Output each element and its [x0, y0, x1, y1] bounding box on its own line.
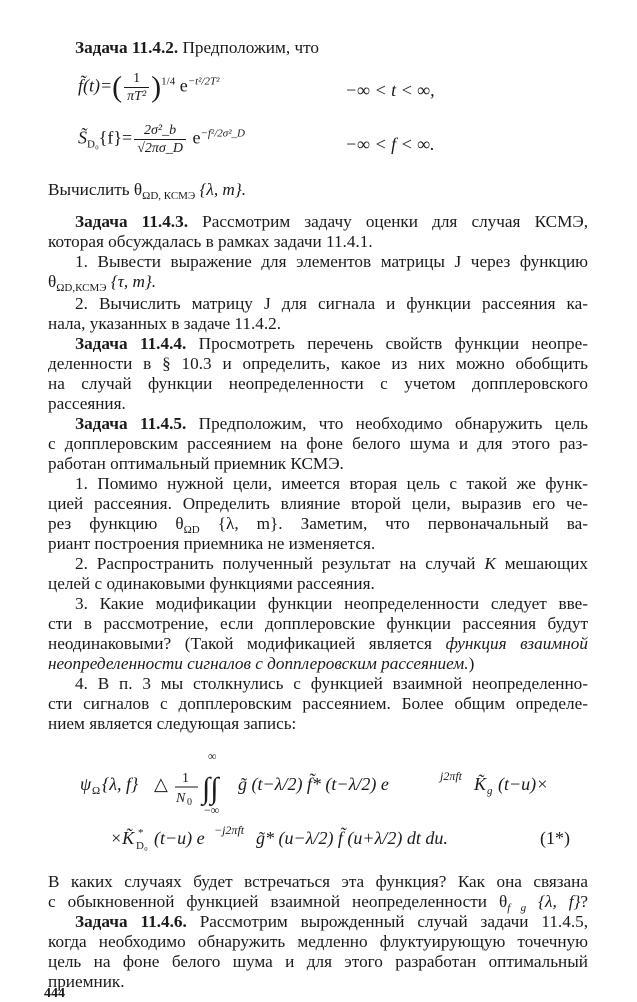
problem-11-4-5-line-2: с допплеровским рассеянием на фоне белого шума и для этого раз- [48, 434, 588, 453]
problem-11-4-3-line-1 [75, 212, 588, 232]
svg-text:(t−u)×: (t−u)× [498, 774, 549, 794]
paragraph-text: 2. Распространить полученный результат на случай [75, 554, 476, 573]
problem-11-4-6-line-2: когда необходимо обнаружить медленно флуктуирующую точечную [48, 932, 588, 951]
formula-f-tilde: f̃(t)=( $\frac{1}{\text{πT²}}$ )$^{1/4}$ $e^{-t^2/2T^2}$ [78, 70, 220, 104]
formula-lhs: f̃(t)= [78, 75, 113, 96]
paragraph-text: Рассмотрим задачу оценки для случая КСМЭ, [202, 212, 589, 231]
problem-11-4-5-line-16: нием является следующая запись: [48, 714, 297, 733]
problem-11-4-3-line-3: 1. Вывести выражение для элементов матрицы J через функцию [75, 252, 588, 271]
formula-f-range [345, 80, 435, 101]
problem-11-4-3-line-2: которая обсуждалась в рамках задачи 11.4.1. [48, 232, 373, 251]
formula-exponent: 1/4 [161, 75, 176, 88]
paragraph-text: Предположим, что необходимо обнаружить цель [198, 414, 588, 433]
problem-11-4-5-line-6: рез функцию $\theta_{\Omega D}$ {λ, m}. Заметим, что первоначальный ва- [48, 514, 589, 536]
paragraph-text: {λ, m}. Заметим, что первоначальный ва- [217, 514, 589, 533]
exp-power: −f²/2σ²_D [200, 127, 245, 140]
svg-text:{λ, f}: {λ, f} [102, 774, 139, 794]
problem-11-4-5-line-4: 1. Помимо нужной цели, имеется вторая цель с такой же функ- [75, 474, 588, 493]
problem-11-4-5-line-5: цией рассеяния. Определить влияние второй цели, выразив его че- [48, 494, 588, 513]
formula-range: −∞ < t < ∞, [345, 80, 435, 100]
problem-heading: Задача 11.4.3. [75, 212, 188, 231]
theta-arg: {τ, m}. [110, 272, 157, 291]
problem-heading: Задача 11.4.5. [75, 414, 187, 433]
problem-11-4-5-line-13: неопределенности сигналов с допплеровским рассеянием.) [48, 654, 475, 673]
paragraph-text: Просмотреть перечень свойств функции неопре- [198, 334, 589, 353]
problem-11-4-5-line-9: целей с одинаковыми функциями рассеяния. [48, 574, 375, 593]
problem-11-4-6-line-4: приемник. [48, 972, 125, 991]
svg-text:△: △ [154, 774, 168, 794]
exp-power: −t²/2T² [187, 75, 220, 88]
svg-text:−∞: −∞ [204, 803, 220, 817]
problem-11-4-4-line-1 [75, 334, 588, 354]
problem-11-4-5-line-12 [48, 634, 588, 654]
fraction-denominator: πT² [127, 89, 147, 104]
svg-text:(t−u) e: (t−u) e [154, 828, 205, 848]
variable-k: K [484, 554, 496, 573]
formula-tag: (1*) [540, 828, 570, 848]
svg-text:0: 0 [187, 797, 192, 808]
exp-base: e [179, 75, 188, 96]
formula-s-range [345, 134, 435, 155]
problem-11-4-5-line-8 [75, 554, 588, 574]
problem-11-4-5-line-14: 4. В п. 3 мы столкнулись с функцией взаимной неопределенно- [75, 674, 588, 693]
paragraph-text: с обыкновенной функцией взаимной неопределенности [48, 892, 487, 911]
problem-11-4-4-line-3: на случай функции неопределенности с учетом допплеровского [48, 374, 588, 393]
svg-text:Ω: Ω [92, 785, 101, 797]
problem-11-4-3-line-6: нала, указанных в задаче 11.4.2. [48, 314, 282, 333]
svg-text:*: * [138, 827, 144, 839]
problem-11-4-5-line-17: В каких случаях будет встречаться эта функция? Как она связана [48, 872, 588, 891]
problem-11-4-5-line-18: с обыкновенной функцией взаимной неопределенности $\theta_{f g}$ {λ, f}? [48, 892, 589, 914]
formula-s-tilde [78, 122, 245, 157]
problem-heading: Задача 11.4.4. [75, 334, 187, 353]
problem-heading: Задача 11.4.2. [75, 38, 179, 57]
problem-11-4-5-line-10: 3. Какие модификации функции неопределенности следует вве- [75, 594, 588, 613]
svg-text:1: 1 [182, 771, 189, 786]
problem-11-4-5-line-1 [75, 414, 588, 434]
task-text: Вычислить θ [48, 180, 143, 199]
svg-text:g̃* (u−λ/2) f̃ (u+λ/2) dt du.: g̃* (u−λ/2) f̃ (u+λ/2) dt du. [256, 828, 448, 848]
svg-text:∞: ∞ [208, 752, 217, 763]
theta-subscript: ΩD [183, 524, 200, 536]
problem-heading: Задача 11.4.6. [75, 912, 187, 931]
paragraph-text: Рассмотрим вырожденный случай задачи 11.4.5, [199, 912, 589, 931]
problem-11-4-5-line-3: работан оптимальный приемник КСМЭ. [48, 454, 344, 473]
fraction-denominator: √2πσ_D [137, 141, 183, 156]
svg-text:N: N [176, 791, 186, 806]
fraction-numerator: 2σ²_b [144, 123, 177, 138]
svg-text:g̃ (t−λ/2) f̃* (t−λ/2) e: g̃ (t−λ/2) f̃* (t−λ/2) e [238, 774, 389, 794]
paragraph-text: Предположим, что [182, 38, 319, 57]
svg-text:g: g [487, 785, 493, 797]
page-number: 444 [44, 986, 65, 1001]
formula-arg: {f}= [98, 127, 133, 148]
svg-text:j2πft: j2πft [440, 769, 463, 783]
problem-11-4-6-line-3: цель на фоне белого шума и для этого разработан оптимальный [48, 952, 588, 971]
italic-term: неопределенности сигналов с допплеровским рассеянием. [48, 654, 469, 673]
italic-term: функция взаимной [445, 634, 588, 653]
svg-text:∫∫: ∫∫ [202, 772, 219, 805]
problem-11-4-3-line-4: $\theta_{\Omega D,КСМЭ}$ {τ, m}. [48, 272, 157, 294]
problem-11-4-2-task [48, 180, 588, 200]
problem-11-4-3-line-5: 2. Вычислить матрицу J для сигнала и функции рассеяния ка- [75, 294, 588, 313]
problem-11-4-5-line-11: сти в рассмотрение, если допплеровские функции рассеяния будут [48, 614, 588, 633]
theta-subscript: ΩD, КСМЭ [142, 190, 196, 202]
svg-text:×K̃: ×K̃ [110, 828, 135, 848]
svg-text:−j2πft: −j2πft [214, 823, 245, 837]
theta-arg: {λ, m}. [199, 180, 246, 199]
theta-subscript: ΩD,КСМЭ [56, 282, 107, 294]
problem-11-4-5-line-7: риант построения приемника не изменяется. [48, 534, 376, 553]
paragraph-text: рез функцию [48, 514, 158, 533]
problem-11-4-6-line-1 [75, 912, 588, 932]
problem-11-4-4-line-4: рассеяния. [48, 394, 126, 413]
svg-text:K̃: K̃ [474, 774, 487, 794]
paragraph-text: неодинаковыми? (Такой модификацией является [48, 634, 432, 653]
svg-text:D₀: D₀ [136, 840, 148, 852]
paragraph-text: мешающих [504, 554, 588, 573]
formula-range: −∞ < f < ∞. [345, 134, 435, 154]
fraction-numerator: 1 [124, 70, 149, 88]
cross-ambiguity-formula [70, 752, 590, 856]
formula-subscript: D₀ [87, 138, 99, 151]
problem-11-4-5-line-15: сти сигналов с допплеровским рассеянием. Более общим определе- [48, 694, 588, 713]
svg-text:ψ: ψ [80, 774, 92, 794]
problem-11-4-2-heading-line [75, 38, 615, 58]
problem-11-4-4-line-2: деленности в § 10.3 и определить, какое из них можно обобщить [48, 354, 588, 373]
formula-lhs: S̃ [78, 127, 87, 148]
exp-base: e [192, 127, 201, 148]
